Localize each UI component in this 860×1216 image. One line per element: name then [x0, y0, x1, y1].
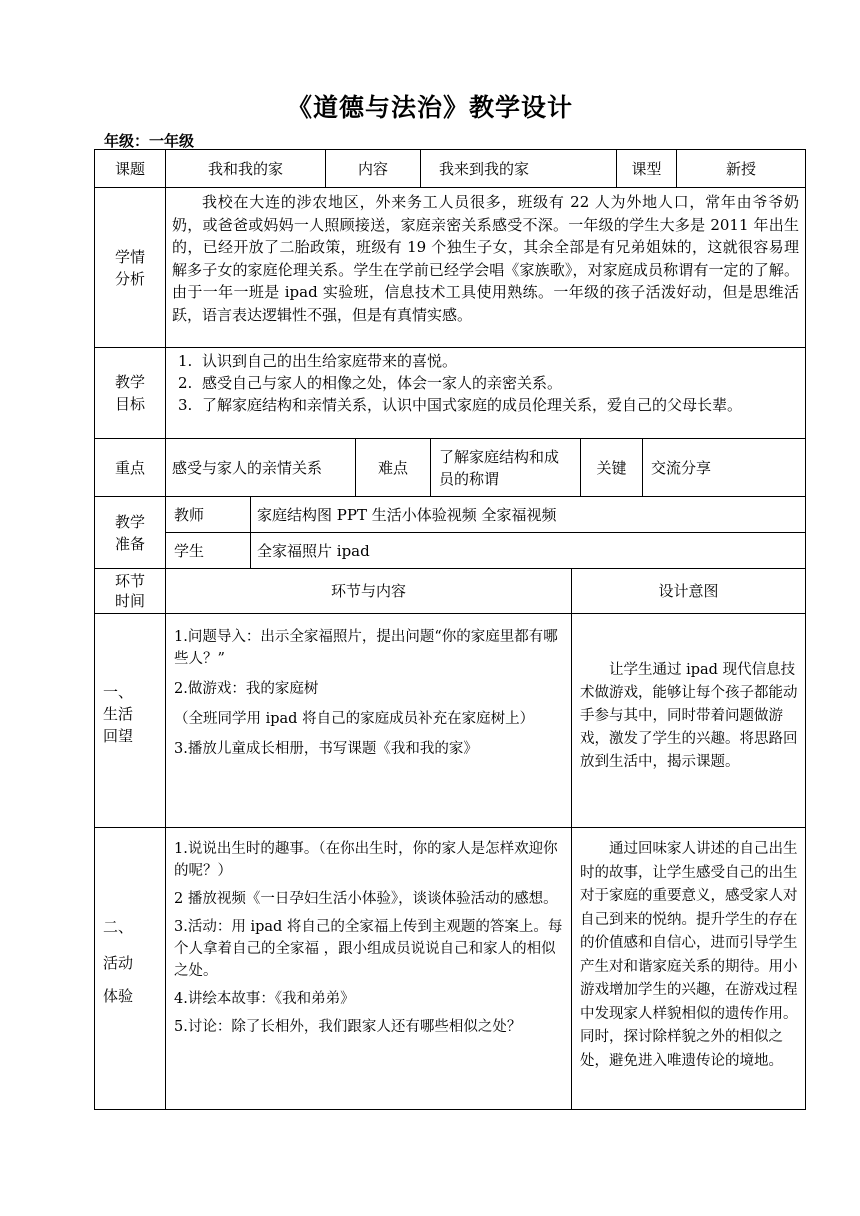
- section2-label: 二、: [103, 918, 134, 936]
- key-value: 感受与家人的亲情关系: [165, 438, 355, 496]
- section1-item: 1.问题导入：出示全家福照片，提出问题“你的家庭里都有哪些人？”: [174, 629, 558, 667]
- prep-teacher-value: 家庭结构图 PPT 生活小体验视频 全家福视频: [250, 496, 806, 532]
- section2-item: 4.讲绘本故事：《我和弟弟》: [174, 991, 355, 1007]
- key-label: 重点: [94, 438, 165, 496]
- section2-item: 5.讨论：除了长相外，我们跟家人还有哪些相似之处？: [174, 1019, 522, 1035]
- crux-value: 交流分享: [642, 438, 806, 496]
- intent-header: 设计意图: [571, 568, 806, 613]
- goal-item: [166, 372, 797, 394]
- grade-label: 年级：一年级: [104, 132, 195, 150]
- goal-item: [166, 394, 797, 416]
- goal-text: 了解家庭结构和亲情关系，认识中国式家庭的成员伦理关系，爱自己的父母长辈。: [202, 396, 743, 414]
- goal-number: 3.: [178, 396, 193, 414]
- section1-label: 一、 生活 回望: [94, 613, 165, 827]
- section2-label: 体验: [103, 987, 134, 1005]
- goal-number: 2.: [178, 374, 193, 392]
- document-title: 《道德与法治》教学设计: [286, 93, 573, 122]
- section2-label-cell: [94, 827, 165, 1110]
- goal-text: 认识到自己的出生给家庭带来的喜悦。: [202, 352, 458, 370]
- section2-intent-cell: [571, 827, 806, 1110]
- section2-label: 活动: [103, 954, 134, 972]
- section1-intent: 让学生通过 ipad 现代信息技术做游戏，能够让每个孩子都能动手参与其中，同时带着问题做游戏，激发了学生的兴趣。将思路回放到生活中，揭示课题。: [580, 662, 798, 770]
- topic-label: 课题: [94, 149, 165, 187]
- section2-item: 3.活动：用 ipad 将自己的全家福上传到主观题的答案上。每个人拿着自己的全家福 ，跟小组成员说说自己和家人的相似之处。: [174, 919, 563, 979]
- difficulty-value: 了解家庭结构和成员的称谓: [430, 438, 580, 496]
- content-value: 我来到我的家: [420, 149, 616, 187]
- section1-content: [165, 613, 571, 827]
- prep-student-value: 全家福照片 ipad: [250, 532, 806, 568]
- section2-content: [165, 827, 571, 1110]
- content-header: 环节与内容: [165, 568, 571, 613]
- crux-label: 关键: [580, 438, 642, 496]
- section2-item: 1.说说出生时的趣事。（在你出生时，你的家人是怎样欢迎你的呢？）: [174, 841, 558, 879]
- section1-item: （全班同学用 ipad 将自己的家庭成员补充在家庭树上）: [174, 711, 535, 727]
- goal-item: [166, 350, 797, 372]
- goals-cell: [165, 347, 806, 438]
- difficulty-label: 难点: [355, 438, 430, 496]
- type-value: 新授: [676, 149, 806, 187]
- analysis-cell: [165, 187, 806, 347]
- goals-list: [166, 350, 797, 416]
- analysis-label: 学情 分析: [94, 187, 165, 347]
- time-header: 环节 时间: [94, 568, 165, 613]
- section2-intent: 通过回味家人讲述的自己出生时的故事，让学生感受自己的出生对于家庭的重要意义，感受家人对自己到来的悦纳。提升学生的存在的价值感和自信心，进而引导学生产生对和谐家庭关系的期待。用小游戏增加学生的兴趣，在游戏过程中发现家人样貌相似的遗传作用。同时，探讨除样貌之外的相似之处，避免进入唯遗传论的境地。: [580, 841, 798, 1069]
- goals-label: 教学 目标: [94, 347, 165, 438]
- prep-teacher-label: 教师: [165, 496, 250, 532]
- prep-student-label: 学生: [165, 532, 250, 568]
- type-label: 课型: [616, 149, 676, 187]
- section1-item: 3.播放儿童成长相册，书写课题《我和我的家》: [174, 741, 478, 757]
- content-label: 内容: [325, 149, 420, 187]
- analysis-text: 我校在大连的涉农地区，外来务工人员很多，班级有 22 人为外地人口，常年由爷爷奶奶，或爸爸或妈妈一人照顾接送，家庭亲密关系感受不深。一年级的学生大多是 2011 年出生的，已经开放了二胎政策，班级有 19 个独生子女，其余全部是有兄弟姐妹的，这就很容易理解多子女的家庭伦理关系。学生在学前已经学会唱《家族歌》，对家庭成员称谓有一定的了解。由于一年一班是 ipad 实验班，信息技术工具使用熟练。一年级的孩子活泼好动，但是思维活跃，语言表达逻辑性不强，但是有真情实感。: [172, 193, 799, 324]
- section1-item: 2.做游戏：我的家庭树: [174, 681, 319, 697]
- topic-value: 我和我的家: [165, 149, 325, 187]
- goal-number: 1.: [178, 352, 193, 370]
- section1-intent-cell: [571, 613, 806, 827]
- goal-text: 感受自己与家人的相像之处，体会一家人的亲密关系。: [202, 374, 563, 392]
- section2-item: 2 播放视频《一日孕妇生活小体验》，谈谈体验活动的感想。: [174, 891, 558, 907]
- prep-label: 教学 准备: [94, 496, 165, 568]
